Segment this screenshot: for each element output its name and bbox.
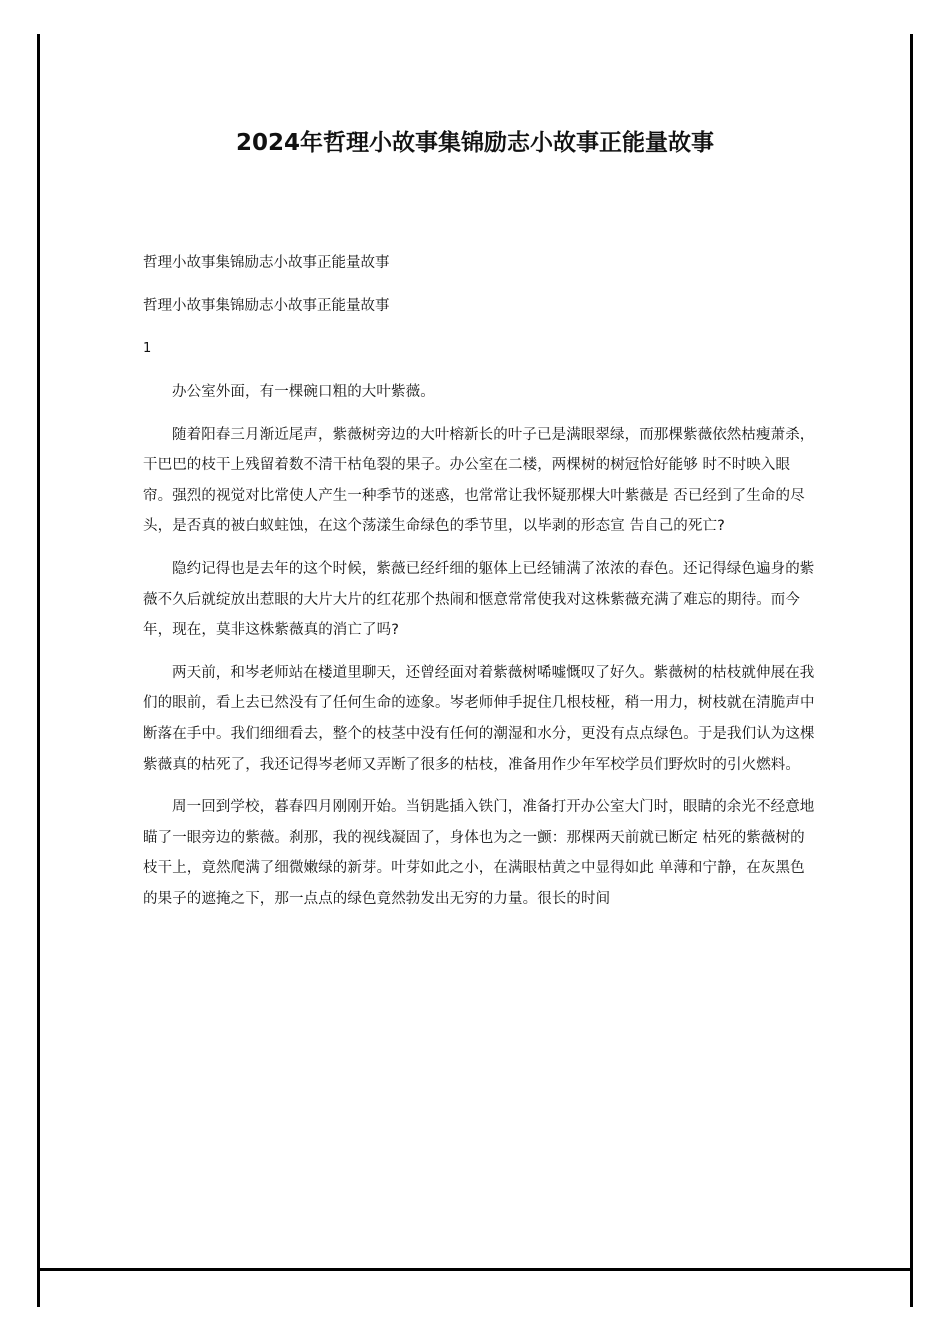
page-border-left — [37, 34, 40, 1307]
page-border-bottom — [37, 1268, 913, 1271]
page-border-right — [910, 34, 913, 1307]
section-number: 1 — [143, 341, 152, 356]
paragraph-4: 两天前，和岑老师站在楼道里聊天，还曾经面对着紫薇树唏嘘慨叹了好久。紫薇树的枯枝就伸展在我们的眼前，看上去已然没有了任何生命的迹象。岑老师伸手捉住几根枝桠，稍一用力，树枝就在清脆声中断落在手中。我们细细看去，整个的枝茎中没有任何的潮湿和水分，更没有点点绿色。于是我们认为这棵紫薇真的枯死了，我还记得岑老师又弄断了很多的枯枝，准备用作少年军校学员们野炊时的引火燃料。 — [143, 664, 815, 773]
paragraph-1: 办公室外面，有一棵碗口粗的大叶紫薇。 — [172, 384, 435, 400]
document-title: 2024年哲理小故事集锦励志小故事正能量故事 — [235, 130, 714, 156]
paragraph-5: 周一回到学校，暮春四月刚刚开始。当钥匙插入铁门，准备打开办公室大门时，眼睛的余光不经意地瞄了一眼旁边的紫薇。刹那，我的视线凝固了，身体也为之一颤：那棵两天前就已断定 枯死的紫薇树的枝干上，竟然爬满了细微嫩绿的新芽。叶芽如此之小，在满眼枯黄之中显得如此 单薄和宁静，在灰黑色的果子的遮掩之下，那一点点的绿色竟然勃发出无穷的力量。很长的时间 — [143, 799, 815, 907]
document-body — [143, 248, 815, 915]
subtitle-line-2: 哲理小故事集锦励志小故事正能量故事 — [143, 298, 390, 314]
subtitle-line-1: 哲理小故事集锦励志小故事正能量故事 — [143, 255, 390, 271]
paragraph-3: 隐约记得也是去年的这个时候，紫薇已经纤细的躯体上已经铺满了浓浓的春色。还记得绿色遍身的紫薇不久后就绽放出惹眼的大片大片的红花那个热闹和惬意常常使我对这株紫薇充满了难忘的期待。而今年，现在，莫非这株紫薇真的消亡了吗? — [143, 560, 815, 639]
paragraph-2: 随着阳春三月渐近尾声，紫薇树旁边的大叶榕新长的叶子已是满眼翠绿，而那棵紫薇依然枯瘦萧杀，干巴巴的枝干上残留着数不清干枯龟裂的果子。办公室在二楼，两棵树的树冠恰好能够 时不时映入眼帘。强烈的视觉对比常使人产生一种季节的迷惑，也常常让我怀疑那棵大叶紫薇是 否已经到了生命的尽头，是否真的被白蚁蛀蚀，在这个荡漾生命绿色的季节里，以毕剥的形态宣 告自己的死亡? — [143, 426, 815, 535]
